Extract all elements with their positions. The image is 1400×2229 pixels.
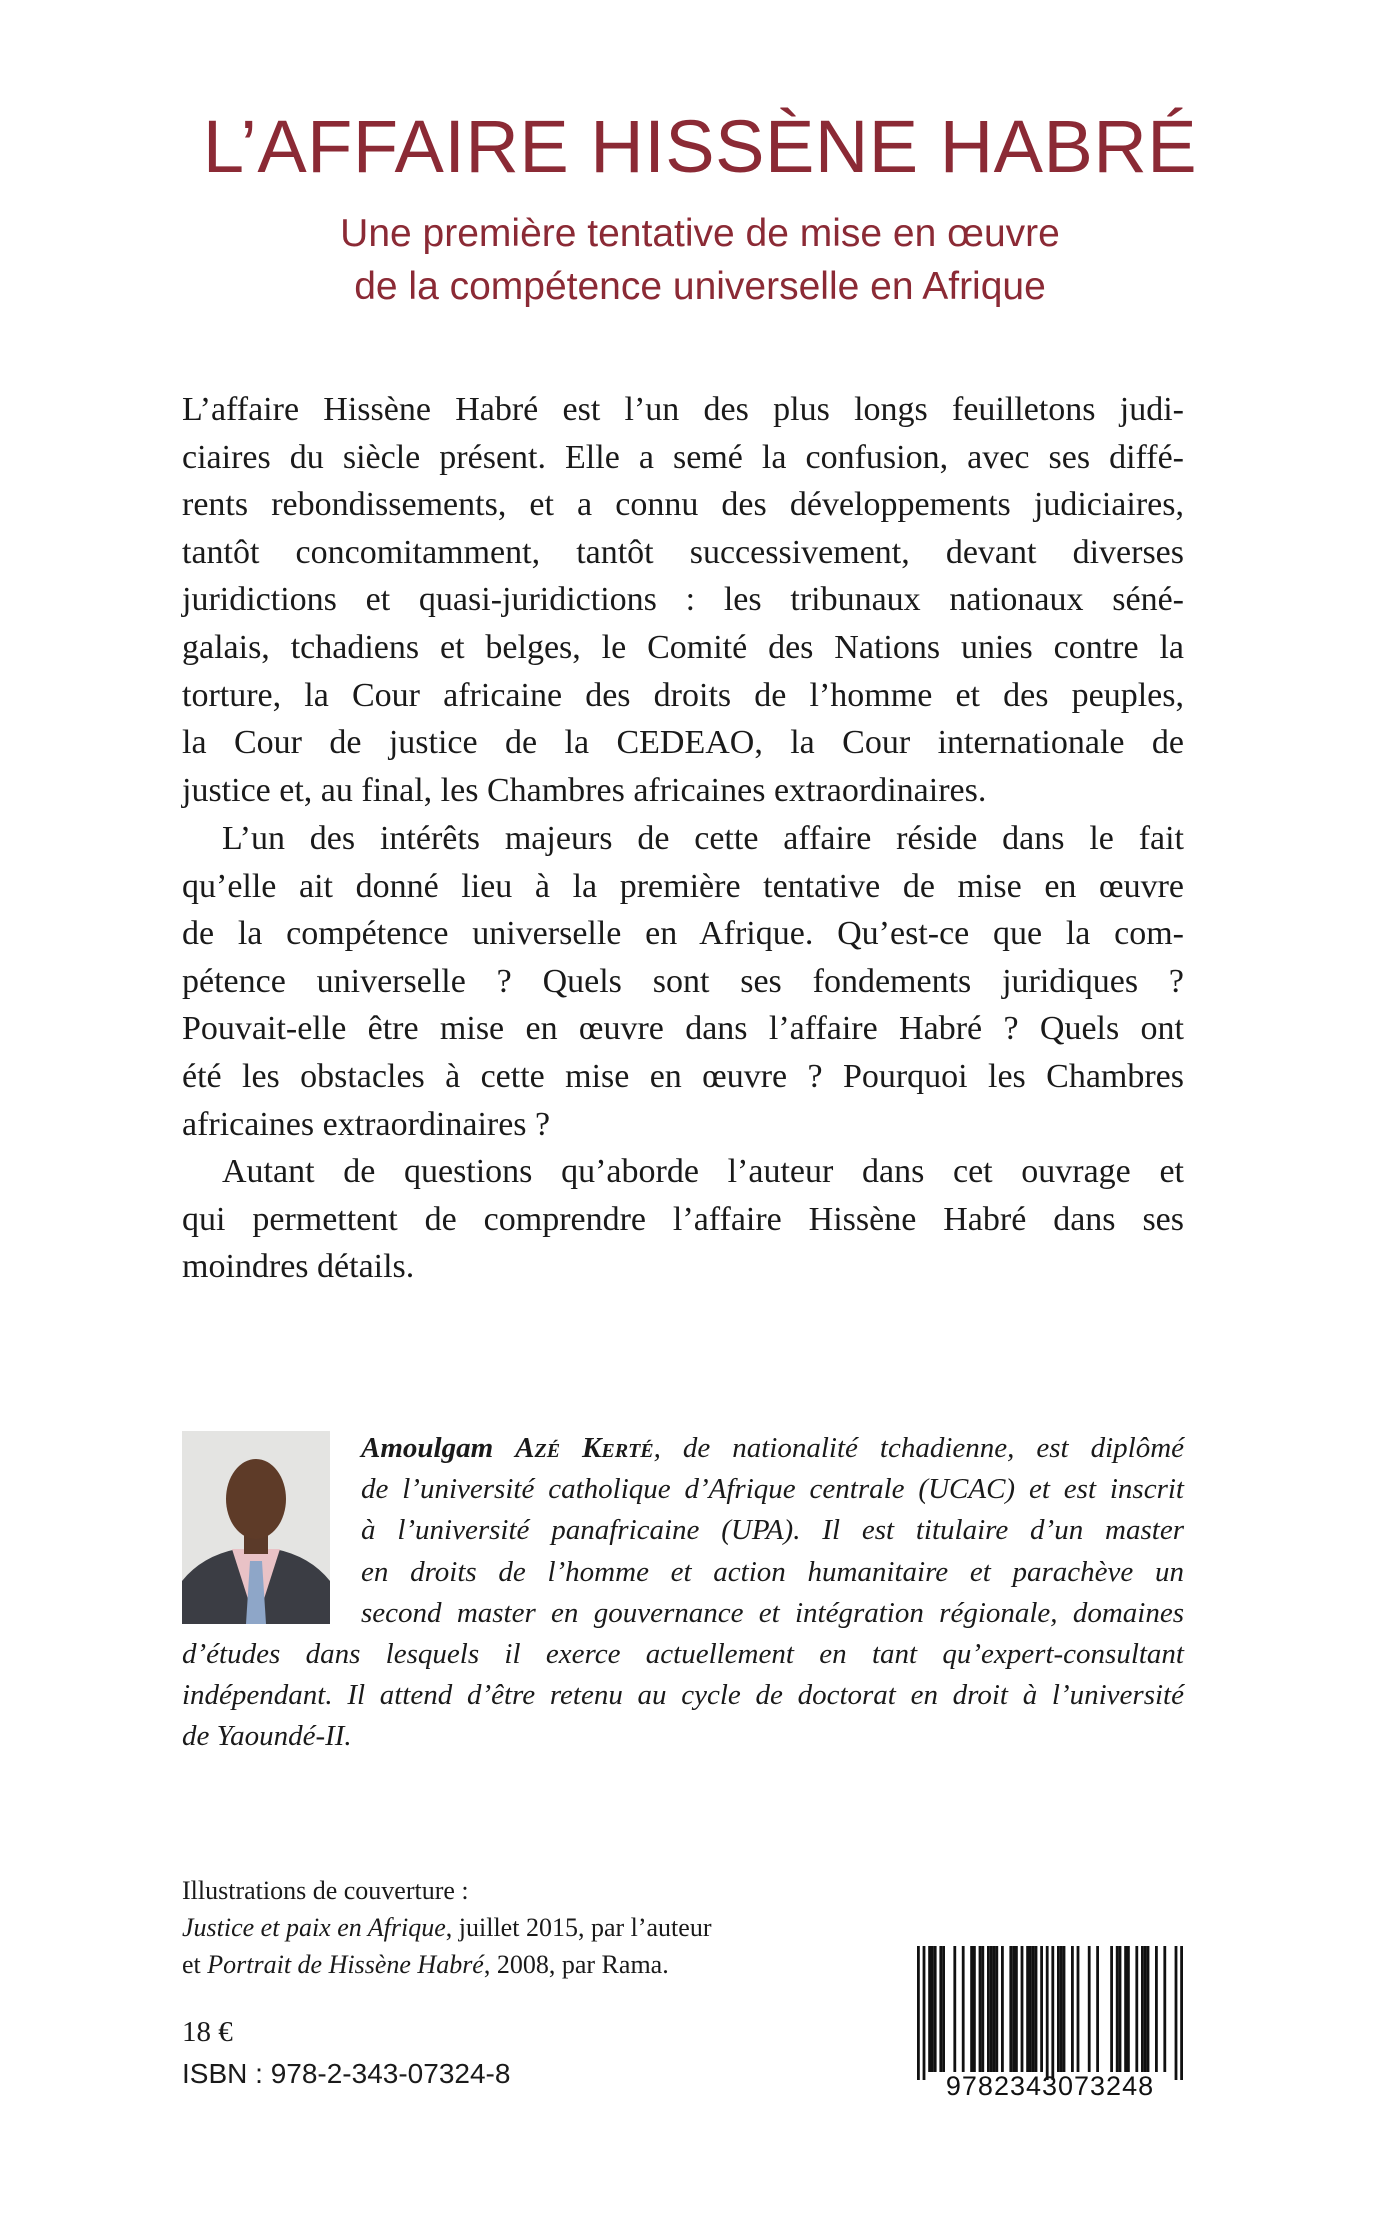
credit-2: et Portrait de Hissène Habré, 2008, par Rama. <box>182 1950 669 1979</box>
text-line: tantôt concomitamment, tantôt successivement, devant diverses <box>182 533 1184 571</box>
barcode-bar <box>953 1946 956 2072</box>
author-first-name: Amoulgam <box>361 1432 494 1464</box>
bio-line: en droits de l’homme et action humanitaire et parachève un <box>361 1555 1184 1588</box>
text-line: africaines extraordinaires ? <box>182 1105 551 1143</box>
barcode-bar <box>1077 1946 1080 2072</box>
barcode-bar <box>934 1946 937 2072</box>
barcode-bar <box>1026 1946 1029 2072</box>
barcode-bar <box>931 1946 934 2072</box>
barcode-bar <box>1060 1946 1063 2072</box>
barcode-bar <box>1127 1946 1130 2072</box>
barcode-bar <box>1144 1946 1147 2072</box>
barcode-bar <box>1096 1946 1099 2072</box>
barcode-bar <box>993 1946 996 2072</box>
bio-line: , de nationalité tchadienne, est diplômé <box>653 1432 1185 1464</box>
summary-paragraph-3 <box>182 1148 1184 1291</box>
barcode-bar <box>1035 1946 1038 2072</box>
barcode-bar <box>1180 1946 1183 2080</box>
summary-paragraph-1 <box>182 386 1184 814</box>
barcode-bar <box>979 1946 982 2072</box>
barcode-bar <box>1071 1946 1074 2072</box>
isbn: ISBN : 978-2-343-07324-8 <box>182 2058 511 2089</box>
barcode-bar <box>1001 1946 1004 2072</box>
barcode-bar <box>990 1946 993 2072</box>
bio-line: à l’université panafricaine (UPA). Il est titulaire d’un master <box>361 1514 1184 1547</box>
barcode-bar <box>973 1946 976 2072</box>
text-line: qui permettent de comprendre l’affaire Hissène Habré dans ses <box>182 1200 1184 1238</box>
text-line: Pouvait-elle être mise en œuvre dans l’affaire Habré ? Quels ont <box>182 1010 1184 1048</box>
text-line: L’un des intérêts majeurs de cette affaire réside dans le fait <box>222 820 1184 857</box>
barcode-bar <box>1141 1946 1144 2072</box>
cover-credits <box>182 1872 711 1983</box>
barcode-bar <box>1124 1946 1127 2072</box>
barcode-bar <box>939 1946 942 2072</box>
author-last-name: Azé Kerté <box>515 1432 654 1464</box>
bio-line: d’études dans lesquels il exerce actuellement en tant qu’expert-consultant <box>182 1637 1184 1670</box>
text-line: torture, la Cour africaine des droits de l’homme et des peuples, <box>182 676 1184 714</box>
barcode-bar <box>1147 1946 1150 2072</box>
bio-line: de Yaoundé-II. <box>182 1720 352 1753</box>
text-line: juridictions et quasi-juridictions : les tribunaux nationaux séné- <box>182 581 1184 619</box>
barcode-bar <box>928 1946 931 2072</box>
barcode-bar <box>1063 1946 1066 2072</box>
bio-line: second master en gouvernance et intégration régionale, domaines <box>361 1596 1184 1629</box>
text-line: de la compétence universelle en Afrique. Qu’est-ce que la com- <box>182 915 1184 953</box>
barcode-bar <box>1110 1946 1113 2072</box>
barcode-bar <box>1088 1946 1091 2072</box>
barcode-bar <box>1015 1946 1018 2072</box>
text-line: justice et, au final, les Chambres africaines extraordinaires. <box>182 771 987 809</box>
summary-paragraph-2 <box>182 815 1184 1148</box>
barcode-bar <box>1175 1946 1178 2080</box>
credit-1: Justice et paix en Afrique, juillet 2015, par l’auteur <box>182 1913 712 1942</box>
author-photo <box>182 1431 330 1624</box>
subtitle-line-2: de la compétence universelle en Afrique <box>354 265 1046 308</box>
barcode-bar <box>970 1946 973 2072</box>
barcode-bar <box>923 1946 926 2080</box>
barcode-bar <box>995 1946 998 2072</box>
barcode-bar <box>1032 1946 1035 2072</box>
barcode-bar <box>962 1946 965 2072</box>
barcode-bar <box>1051 1946 1054 2080</box>
barcode-bar <box>1012 1946 1015 2072</box>
barcode-bar <box>1021 1946 1024 2072</box>
text-line: moindres détails. <box>182 1248 415 1286</box>
barcode-bar <box>987 1946 990 2072</box>
barcode-bar <box>1046 1946 1049 2080</box>
barcode-bar <box>917 1946 920 2080</box>
author-bio <box>182 1428 1184 1758</box>
barcode-bar <box>1040 1946 1043 2072</box>
bio-line: de l’université catholique d’Afrique centrale (UCAC) et est inscrit <box>361 1473 1184 1506</box>
text-line: rents rebondissements, et a connu des développements judiciaires, <box>182 486 1184 524</box>
barcode-bar <box>1135 1946 1138 2072</box>
barcode-bar <box>1029 1946 1032 2072</box>
barcode-bar <box>1116 1946 1119 2072</box>
barcode-digits: 9782343073248 <box>945 2071 1155 2100</box>
barcode-bar <box>1057 1946 1060 2072</box>
barcode-bar <box>1155 1946 1158 2072</box>
text-line: pétence universelle ? Quels sont ses fondements juridiques ? <box>182 962 1184 1000</box>
subtitle-line-1: Une première tentative de mise en œuvre <box>340 212 1060 255</box>
barcode-bar <box>1119 1946 1122 2072</box>
barcode-bar <box>1163 1946 1166 2072</box>
text-line: été les obstacles à cette mise en œuvre ? Pourquoi les Chambres <box>182 1057 1184 1095</box>
price: 18 € <box>182 2016 233 2048</box>
barcode-bar <box>981 1946 984 2072</box>
barcode-bar <box>1009 1946 1012 2072</box>
text-line: ciaires du siècle présent. Elle a semé la confusion, avec ses diffé- <box>182 438 1184 476</box>
credits-heading: Illustrations de couverture : <box>182 1876 469 1905</box>
text-line: la Cour de justice de la CEDEAO, la Cour internationale de <box>182 724 1184 762</box>
barcode-bar <box>942 1946 945 2072</box>
text-line: qu’elle ait donné lieu à la première tentative de mise en œuvre <box>182 867 1184 905</box>
text-line: L’affaire Hissène Habré est l’un des plus longs feuilletons judi- <box>182 391 1184 428</box>
text-line: Autant de questions qu’aborde l’auteur dans cet ouvrage et <box>222 1153 1184 1190</box>
isbn-barcode <box>905 1940 1195 2100</box>
book-title: L’AFFAIRE HISSÈNE HABRÉ <box>202 105 1198 188</box>
text-line: galais, tchadiens et belges, le Comité des Nations unies contre la <box>182 628 1184 666</box>
bio-line: indépendant. Il attend d’être retenu au cycle de doctorat en droit à l’université <box>182 1679 1184 1712</box>
